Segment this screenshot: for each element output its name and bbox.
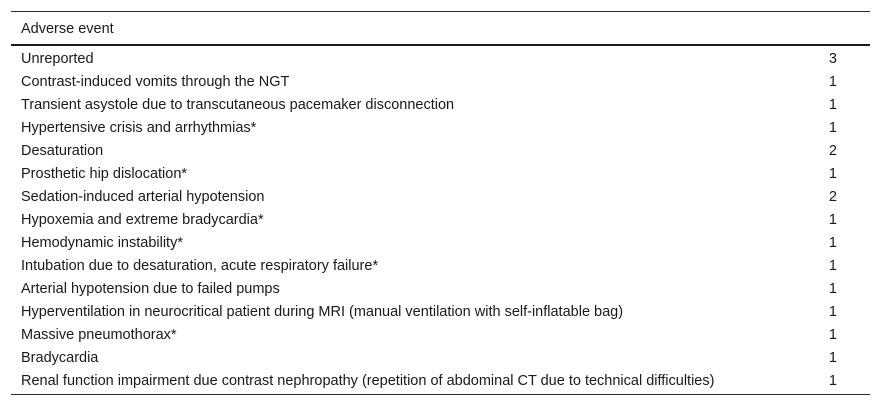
count-cell: 1 <box>828 212 837 228</box>
event-cell: Prosthetic hip dislocation* <box>21 166 188 182</box>
table-row <box>11 370 870 395</box>
event-cell: Desaturation <box>21 143 104 159</box>
event-cell: Hyperventilation in neurocritical patient during MRI (manual ventilation with self-inflatable bag) <box>21 304 624 320</box>
table-row <box>11 71 870 94</box>
count-cell: 1 <box>828 327 837 343</box>
table-row <box>11 278 870 301</box>
event-cell: Arterial hypotension due to failed pumps <box>21 281 280 297</box>
table-row <box>11 117 870 140</box>
count-cell: 1 <box>828 235 837 251</box>
event-cell: Transient asystole due to transcutaneous pacemaker disconnection <box>21 97 455 113</box>
count-cell: 2 <box>828 143 837 159</box>
count-cell: 3 <box>828 51 837 67</box>
table-row <box>11 140 870 163</box>
event-cell: Hemodynamic instability* <box>21 235 183 251</box>
event-cell: Bradycardia <box>21 350 99 366</box>
table-row <box>11 347 870 370</box>
table-row <box>11 209 870 232</box>
count-cell: 1 <box>828 74 837 90</box>
event-cell: Contrast-induced vomits through the NGT <box>21 74 290 90</box>
table-row <box>11 324 870 347</box>
event-cell: Hypertensive crisis and arrhythmias* <box>21 120 257 136</box>
event-cell: Unreported <box>21 51 94 67</box>
count-cell: 1 <box>828 304 837 320</box>
column-header-adverse-event: Adverse event <box>11 12 870 46</box>
event-cell: Massive pneumothorax* <box>21 327 177 343</box>
adverse-events-table <box>11 11 870 395</box>
adverse-events-table-container <box>11 11 870 395</box>
table-row <box>11 94 870 117</box>
table-body <box>11 45 870 395</box>
table-row <box>11 186 870 209</box>
event-cell: Renal function impairment due contrast nephropathy (repetition of abdominal CT due to technical difficulties) <box>11 370 787 395</box>
count-cell: 2 <box>828 189 837 205</box>
count-cell: 1 <box>828 166 837 182</box>
count-cell: 1 <box>828 281 837 297</box>
event-cell: Hypoxemia and extreme bradycardia* <box>21 212 264 228</box>
count-cell: 1 <box>828 120 837 136</box>
table-row <box>11 255 870 278</box>
count-cell: 1 <box>828 258 837 274</box>
count-cell: 1 <box>787 370 870 395</box>
count-cell: 1 <box>828 350 837 366</box>
event-cell: Intubation due to desaturation, acute respiratory failure* <box>21 258 379 274</box>
table-header-row <box>11 12 870 46</box>
table-row <box>11 163 870 186</box>
table-row <box>11 301 870 324</box>
table-row <box>11 232 870 255</box>
event-cell: Sedation-induced arterial hypotension <box>21 189 265 205</box>
count-cell: 1 <box>828 97 837 113</box>
table-row <box>11 45 870 71</box>
